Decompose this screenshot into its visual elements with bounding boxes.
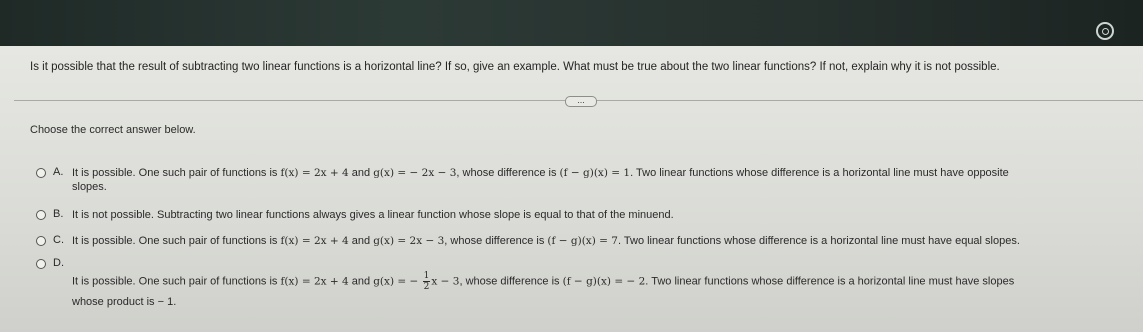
option-a-text: It is possible. One such pair of functions is f(x) = 2x + 4 and g(x) = − 2x − 3, whose difference is (f − g)(x) = 1. Two linear functions whose difference is a horizontal line must have opposite — [72, 167, 1009, 179]
instruction-text: Choose the correct answer below. — [30, 124, 196, 136]
option-d-continuation: whose product is − 1. — [72, 296, 177, 308]
fraction-one-half: $\frac{1}{2}$ — [423, 271, 430, 292]
radio-button-a[interactable] — [36, 168, 46, 178]
settings-icon[interactable] — [1096, 22, 1114, 40]
option-a-continuation: slopes. — [72, 181, 107, 193]
radio-button-d[interactable] — [36, 259, 46, 269]
question-text: Is it possible that the result of subtracting two linear functions is a horizontal line? If so, give an example. What must be true about the two linear functions? If not, explain why it is not possible. — [30, 61, 1000, 73]
option-d-letter: D. — [53, 257, 64, 269]
option-a-letter: A. — [53, 166, 64, 178]
expand-button[interactable]: ... — [565, 96, 597, 107]
option-d-text: It is possible. One such pair of functions is f(x) = 2x + 4 and g(x) = − $\frac{1}{2}$ x − 3, whose difference is (f − g)(x) = − 2. Two linear functions whose difference is a horizontal line must have slopes — [72, 271, 1015, 292]
radio-button-b[interactable] — [36, 210, 46, 220]
option-c-letter: C. — [53, 234, 64, 246]
radio-button-c[interactable] — [36, 236, 46, 246]
option-c-text: It is possible. One such pair of functions is f(x) = 2x + 4 and g(x) = 2x − 3, whose difference is (f − g)(x) = 7. Two linear functions whose difference is a horizontal line must have equal slopes. — [72, 235, 1020, 247]
option-b-letter: B. — [53, 208, 64, 220]
top-bar — [0, 0, 1143, 46]
option-b-text: It is not possible. Subtracting two linear functions always gives a linear function whose slope is equal to that of the minuend. — [72, 209, 674, 221]
